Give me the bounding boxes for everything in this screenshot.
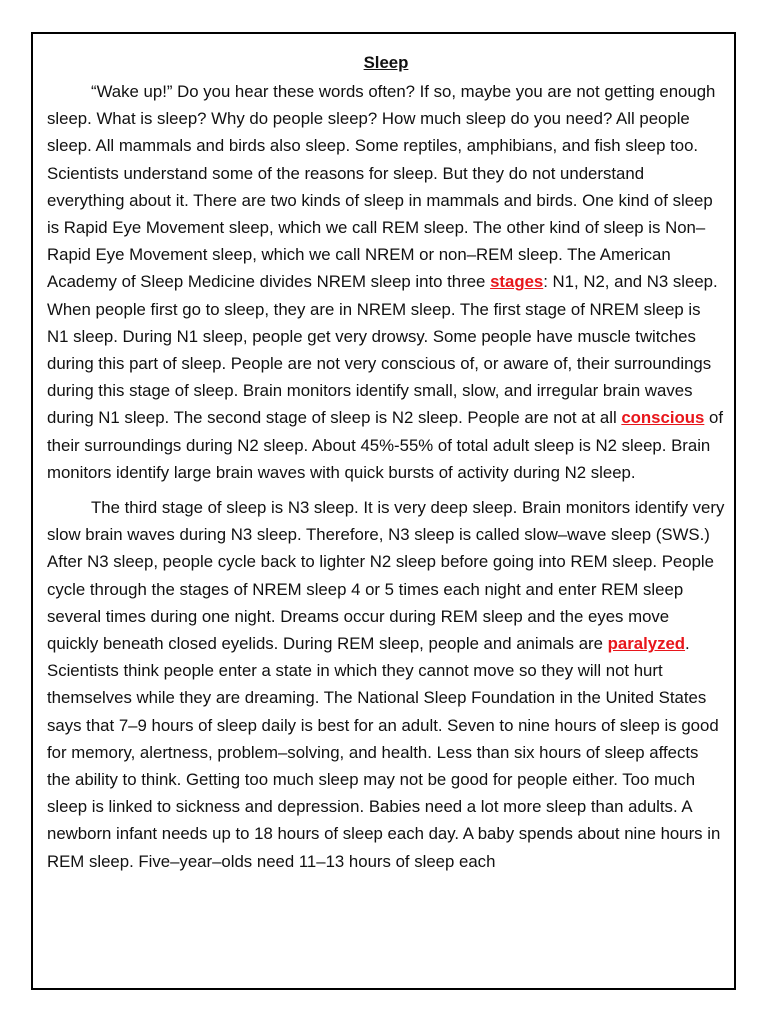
paragraph-2 <box>47 494 725 875</box>
paragraph-1-text-c: of their surroundings during N2 sleep. About 45%-55% of total adult sleep is N2 sleep. Brain monitors identify large brain waves with quick bursts of activity during N2 sleep. <box>47 408 724 482</box>
document-title: Sleep <box>363 53 409 72</box>
paragraph-1-text-b: : N1, N2, and N3 sleep. When people first go to sleep, they are in NREM sleep. The first stage of NREM sleep is N1 sleep. During N1 sleep, people get very drowsy. Some people have muscle twitches during this part of sleep. People are not very conscious of, or aware of, their surroundings during this stage of sleep. Brain monitors identify small, slow, and irregular brain waves during N1 sleep. The second stage of sleep is N2 sleep. People are not at all <box>47 272 718 428</box>
paragraph-2-text-b: . Scientists think people enter a state in which they cannot move so they will not hurt themselves while they are dreaming. The National Sleep Foundation in the United States says that 7–9 hours of sleep daily is best for an adult. Seven to nine hours of sleep is good for memory, alertness, problem–solving, and health. Less than six hours of sleep affects the ability to think. Getting too much sleep may not be good for people either. Too much sleep is linked to sickness and depression. Babies need a lot more sleep than adults. A newborn infant needs up to 18 hours of sleep each day. A baby spends about nine hours in REM sleep. Five–year–olds need 11–13 hours of sleep each <box>47 634 721 871</box>
document-body <box>47 48 725 875</box>
vocab-word-conscious: conscious <box>621 408 705 428</box>
vocab-word-paralyzed: paralyzed <box>607 634 686 654</box>
paragraph-1-text-a: “Wake up!” Do you hear these words often? If so, maybe you are not getting enough sleep. What is sleep? Why do people sleep? How much sleep do you need? All people sleep. All mammals and birds also sleep. Some reptiles, amphibians, and fish sleep too. Scientists understand some of the reasons for sleep. But they do not understand everything about it. There are two kinds of sleep in mammals and birds. One kind of sleep is Rapid Eye Movement sleep, which we call REM sleep. The other kind of sleep is Non–Rapid Eye Movement sleep, which we call NREM or non–REM sleep. The American Academy of Sleep Medicine divides NREM sleep into three <box>47 82 716 292</box>
paragraph-1 <box>47 78 725 486</box>
vocab-word-stages: stages <box>490 272 544 292</box>
page-border <box>31 32 736 990</box>
paragraph-2-text-a: The third stage of sleep is N3 sleep. It is very deep sleep. Brain monitors identify very slow brain waves during N3 sleep. Therefore, N3 sleep is called slow–wave sleep (SWS.) After N3 sleep, people cycle back to lighter N2 sleep before going into REM sleep. People cycle through the stages of NREM sleep 4 or 5 times each night and enter REM sleep several times during one night. Dreams occur during REM sleep and the eyes move quickly beneath closed eyelids. During REM sleep, people and animals are <box>47 498 725 654</box>
